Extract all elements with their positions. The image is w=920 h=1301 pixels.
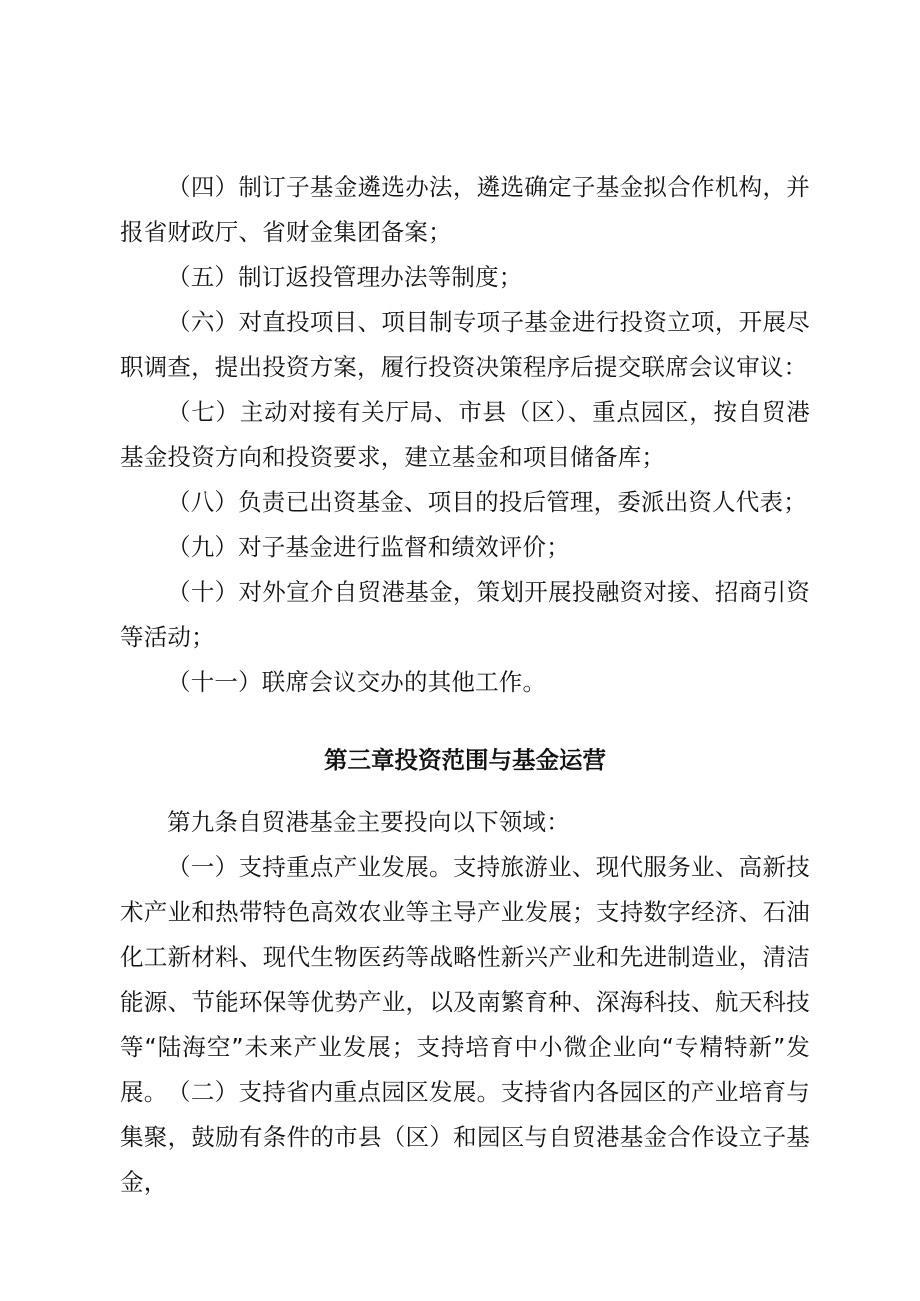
clause-6: （六）对直投项目、项目制专项子基金进行投资立项，开展尽职调查，提出投资方案，履行投资决策程序后提交联席会议审议： bbox=[120, 308, 810, 381]
clause-10: （十）对外宣介自贸港基金，策划开展投融资对接、招商引资等活动； bbox=[120, 578, 810, 651]
article-9-intro: 第九条自贸港基金主要投向以下领域： bbox=[167, 808, 570, 836]
clause-11: （十一）联席会议交办的其他工作。 bbox=[167, 668, 547, 696]
clause-7: （七）主动对接有关厅局、市县（区）、重点园区，按自贸港基金投资方向和投资要求，建立基金和项目储备库； bbox=[120, 398, 810, 471]
article-9-item-2: （二）支持省内重点园区发展。支持省内各园区的产业培育与集聚，鼓励有条件的市县（区）和园区与自贸港基金合作设立子基金， bbox=[120, 1078, 810, 1196]
clause-9: （九）对子基金进行监督和绩效评价； bbox=[167, 533, 570, 561]
chapter-title: 第三章投资范围与基金运营 bbox=[324, 746, 606, 774]
clause-5: （五）制订返投管理办法等制度； bbox=[167, 263, 523, 291]
article-9-item-1: （一）支持重点产业发展。支持旅游业、现代服务业、高新技术产业和热带特色高效农业等主导产业发展；支持数字经济、石油化工新材料、现代生物医药等战略性新兴产业和先进制造业，清洁能源、节能环保等优势产业，以及南繁育种、深海科技、航天科技等“陆海空”未来产业发展；支持培育中小微企业向“专精特新”发展。 bbox=[120, 853, 810, 1106]
clause-4: （四）制订子基金遴选办法，遴选确定子基金拟合作机构，并报省财政厅、省财金集团备案； bbox=[120, 173, 810, 246]
clause-8: （八）负责已出资基金、项目的投后管理，委派出资人代表； bbox=[167, 488, 807, 516]
